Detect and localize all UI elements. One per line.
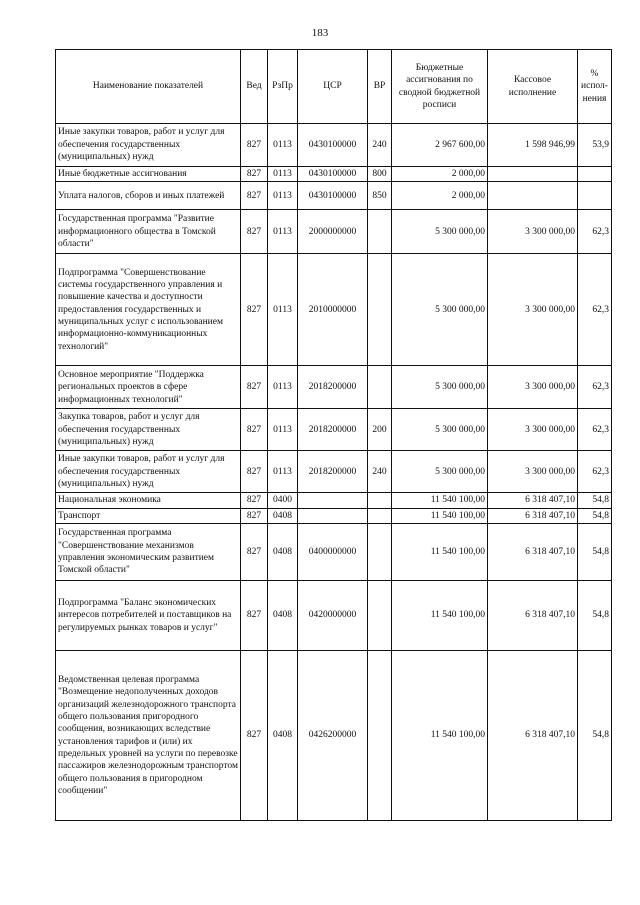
cell-name: Национальная экономика [56,493,241,508]
cell-name: Государственная программа "Развитие информационного общества в Томской области" [56,210,241,254]
cell-csr: 0430100000 [298,124,368,167]
cell-vr [368,210,392,254]
cell-name: Иные бюджетные ассигнования [56,167,241,182]
cell-rzpr: 0113 [268,182,298,210]
cell-ved: 827 [241,210,268,254]
header-row [56,50,612,124]
cell-vr: 240 [368,124,392,167]
cell-ved: 827 [241,581,268,651]
table-row [56,651,612,821]
cell-assignments: 5 300 000,00 [392,254,488,366]
cell-rzpr: 0408 [268,651,298,821]
cell-ved: 827 [241,508,268,523]
cell-rzpr: 0400 [268,493,298,508]
table-row [56,366,612,409]
budget-table [55,49,612,821]
cell-assignments: 2 000,00 [392,182,488,210]
cell-cash-execution: 3 300 000,00 [488,210,578,254]
cell-vr [368,508,392,523]
cell-csr: 0430100000 [298,167,368,182]
cell-execution-percent: 54,8 [578,581,612,651]
cell-assignments: 2 967 600,00 [392,124,488,167]
header-ved: Вед [241,50,268,124]
cell-execution-percent: 62,3 [578,451,612,493]
table-row [56,167,612,182]
cell-execution-percent [578,167,612,182]
cell-execution-percent: 62,3 [578,254,612,366]
cell-cash-execution [488,167,578,182]
cell-vr [368,524,392,581]
cell-cash-execution: 6 318 407,10 [488,651,578,821]
cell-csr: 0430100000 [298,182,368,210]
table-row [56,451,612,493]
cell-name: Транспорт [56,508,241,523]
header-rzpr: РзПр [268,50,298,124]
cell-ved: 827 [241,124,268,167]
table-row [56,182,612,210]
cell-ved: 827 [241,524,268,581]
cell-cash-execution: 6 318 407,10 [488,581,578,651]
cell-ved: 827 [241,651,268,821]
cell-cash-execution: 6 318 407,10 [488,524,578,581]
table-row [56,508,612,523]
cell-execution-percent: 54,8 [578,524,612,581]
header-execution-percent: % испол-нения [578,50,612,124]
cell-ved: 827 [241,167,268,182]
header-cash-execution: Кассовое исполнение [488,50,578,124]
cell-assignments: 11 540 100,00 [392,581,488,651]
cell-execution-percent: 62,3 [578,409,612,451]
cell-cash-execution: 1 598 946,99 [488,124,578,167]
cell-csr [298,508,368,523]
cell-name: Иные закупки товаров, работ и услуг для обеспечения государственных (муниципальных) нужд [56,124,241,167]
cell-name: Государственная программа "Совершенствование механизмов управления экономическим развитием Томской области" [56,524,241,581]
header-name: Наименование показателей [56,50,241,124]
table-row [56,493,612,508]
cell-assignments: 2 000,00 [392,167,488,182]
cell-vr: 200 [368,409,392,451]
table-row [56,210,612,254]
cell-rzpr: 0113 [268,409,298,451]
cell-name: Подпрограмма "Баланс экономических интересов потребителей и поставщиков на регулируемых рынках товаров и услуг" [56,581,241,651]
cell-execution-percent: 62,3 [578,366,612,409]
cell-ved: 827 [241,451,268,493]
cell-csr: 2010000000 [298,254,368,366]
table-row [56,254,612,366]
cell-rzpr: 0113 [268,451,298,493]
cell-execution-percent: 53,9 [578,124,612,167]
cell-vr: 800 [368,167,392,182]
cell-csr: 0420000000 [298,581,368,651]
cell-vr: 850 [368,182,392,210]
cell-execution-percent: 54,8 [578,651,612,821]
header-assignments: Бюджетные ассигнования по сводной бюджетной росписи [392,50,488,124]
cell-vr [368,493,392,508]
cell-execution-percent: 54,8 [578,508,612,523]
cell-rzpr: 0113 [268,210,298,254]
table-row [56,581,612,651]
table-row [56,409,612,451]
cell-cash-execution: 6 318 407,10 [488,508,578,523]
cell-rzpr: 0408 [268,508,298,523]
cell-csr [298,493,368,508]
header-csr: ЦСР [298,50,368,124]
cell-vr: 240 [368,451,392,493]
cell-rzpr: 0113 [268,124,298,167]
cell-cash-execution: 3 300 000,00 [488,254,578,366]
cell-ved: 827 [241,493,268,508]
cell-name: Основное мероприятие "Поддержка региональных проектов в сфере информационных технологий" [56,366,241,409]
cell-assignments: 5 300 000,00 [392,366,488,409]
cell-vr [368,581,392,651]
table-row [56,124,612,167]
cell-assignments: 5 300 000,00 [392,210,488,254]
cell-assignments: 11 540 100,00 [392,651,488,821]
cell-name: Закупка товаров, работ и услуг для обеспечения государственных (муниципальных) нужд [56,409,241,451]
cell-ved: 827 [241,409,268,451]
cell-assignments: 11 540 100,00 [392,508,488,523]
cell-vr [368,366,392,409]
cell-ved: 827 [241,182,268,210]
cell-ved: 827 [241,254,268,366]
cell-cash-execution: 3 300 000,00 [488,366,578,409]
cell-cash-execution: 3 300 000,00 [488,451,578,493]
cell-vr [368,254,392,366]
cell-assignments: 11 540 100,00 [392,524,488,581]
cell-rzpr: 0113 [268,254,298,366]
cell-csr: 0400000000 [298,524,368,581]
cell-vr [368,651,392,821]
cell-csr: 2018200000 [298,366,368,409]
cell-execution-percent: 62,3 [578,210,612,254]
cell-csr: 2018200000 [298,409,368,451]
cell-name: Уплата налогов, сборов и иных платежей [56,182,241,210]
cell-ved: 827 [241,366,268,409]
cell-name: Подпрограмма "Совершенствование системы государственного управления и повышение качества и доступности предоставления государственных и муниципальных услуг с использованием информационно-коммуникационных технологий" [56,254,241,366]
cell-csr: 0426200000 [298,651,368,821]
cell-rzpr: 0408 [268,581,298,651]
cell-csr: 2000000000 [298,210,368,254]
cell-assignments: 5 300 000,00 [392,409,488,451]
header-vr: ВР [368,50,392,124]
cell-cash-execution: 6 318 407,10 [488,493,578,508]
cell-name: Ведомственная целевая программа "Возмещение недополученных доходов организаций железнодорожного транспорта общего пользования пригородного сообщения, возникающих вследствие установления тарифов и (или) их предельных уровней на услуги по перевозке пассажиров железнодорожным транспортом общего пользования в пригородном сообщении" [56,651,241,821]
cell-assignments: 11 540 100,00 [392,493,488,508]
cell-rzpr: 0113 [268,167,298,182]
page-number: 183 [311,27,329,39]
cell-assignments: 5 300 000,00 [392,451,488,493]
cell-execution-percent [578,182,612,210]
cell-rzpr: 0408 [268,524,298,581]
cell-execution-percent: 54,8 [578,493,612,508]
cell-csr: 2018200000 [298,451,368,493]
table-row [56,524,612,581]
cell-rzpr: 0113 [268,366,298,409]
cell-name: Иные закупки товаров, работ и услуг для обеспечения государственных (муниципальных) нужд [56,451,241,493]
cell-cash-execution [488,182,578,210]
cell-cash-execution: 3 300 000,00 [488,409,578,451]
